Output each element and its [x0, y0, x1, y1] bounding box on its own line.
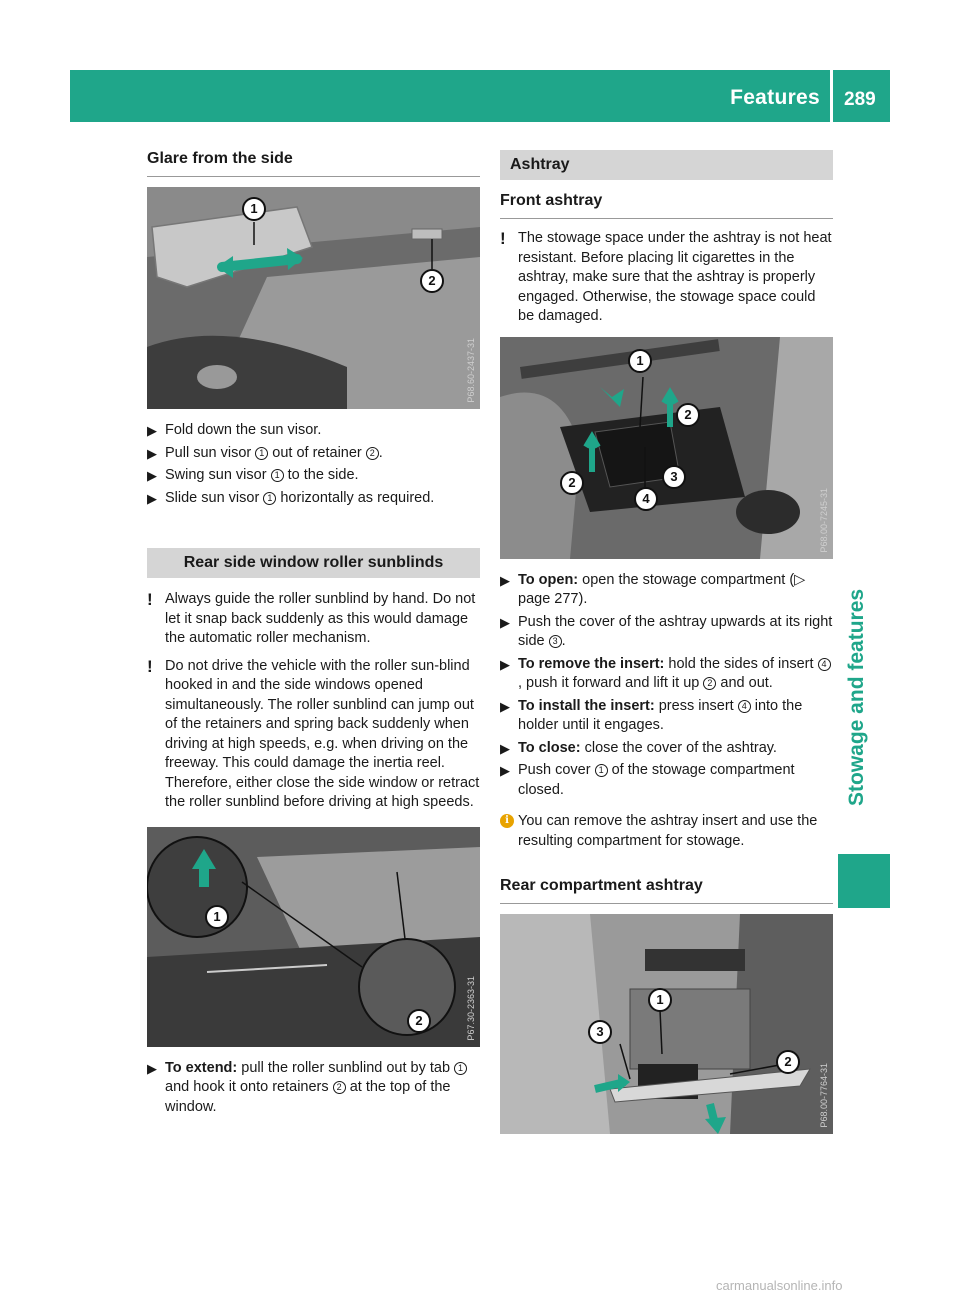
glare-heading: Glare from the side: [147, 150, 480, 177]
info-icon: i: [500, 814, 514, 828]
sun-visor-figure: [147, 187, 480, 409]
figure-code: P68.00-7245-31: [819, 487, 829, 553]
warning-icon: !: [147, 656, 153, 676]
callout-3: 3: [662, 465, 686, 489]
callout-2: 2: [407, 1009, 431, 1033]
callout-2: 2: [776, 1050, 800, 1074]
header-separator: [830, 70, 833, 122]
page-ref-icon: ▷: [794, 571, 806, 588]
side-tab: [845, 588, 885, 826]
glare-step-2: ▶ Pull sun visor 1 out of retainer 2 .: [147, 444, 480, 464]
rear-ashtray-illustration: [500, 914, 833, 1134]
ashtray-warning: ! The stowage space under the ashtray is not heat resistant. Before placing lit cigarettes in the ashtray, make sure that the ashtray is properly engaged. Otherwise, the stowage space could be damaged.: [500, 229, 832, 324]
step-remove: ▶ To remove the insert: hold the sides of insert 4, push it forward and lift it up 2 and out.: [500, 655, 833, 694]
step-arrow-icon: ▶: [147, 1060, 157, 1076]
glare-step-3: ▶ Swing sun visor 1 to the side.: [147, 466, 480, 486]
front-ashtray-heading: Front ashtray: [500, 192, 833, 219]
callout-4: 4: [634, 487, 658, 511]
step-arrow-icon: ▶: [147, 490, 157, 506]
ashtray-band: Ashtray: [500, 150, 833, 180]
rear-ashtray-figure: [500, 914, 833, 1134]
callout-1: 1: [628, 349, 652, 373]
warning-icon: !: [500, 229, 506, 248]
glare-step-4: ▶ Slide sun visor 1 horizontally as required.: [147, 489, 480, 509]
step-arrow-icon: ▶: [147, 423, 157, 438]
callout-1: 1: [205, 905, 229, 929]
sun-visor-illustration: [147, 187, 480, 409]
figure-code: P68.00-7764-31: [819, 1063, 829, 1128]
page-ref-link[interactable]: page 277: [518, 591, 579, 607]
step-arrow-icon: ▶: [500, 572, 510, 588]
roller-sunblind-figure: [147, 827, 480, 1047]
glare-steps: [147, 421, 480, 508]
warning-1: ! Always guide the roller sunblind by hand. Do not let it snap back suddenly as this would damage the automatic roller mechanism.: [147, 590, 476, 646]
step-arrow-icon: ▶: [500, 698, 510, 714]
step-arrow-icon: ▶: [500, 614, 510, 630]
side-tab-block: [838, 854, 890, 908]
callout-3: 3: [588, 1020, 612, 1044]
right-column: [500, 150, 833, 1142]
step-arrow-icon: ▶: [500, 740, 510, 756]
step-close: ▶ To close: close the cover of the ashtray.: [500, 739, 833, 759]
figure-code: P67.30-2363-31: [466, 975, 476, 1041]
ashtray-info: i You can remove the ashtray insert and use the resulting compartment for stowage.: [500, 812, 833, 851]
step-install: ▶ To install the insert: press insert 4 into the holder until it engages.: [500, 697, 803, 733]
rear-ashtray-heading: Rear compartment ashtray: [500, 877, 833, 904]
callout-2: 2: [420, 269, 444, 293]
footer-url[interactable]: carmanualsonline.info: [716, 1278, 843, 1293]
warning-2: ! Do not drive the vehicle with the roller sun-blind hooked in and the side windows opened simultaneously. The roller sunblind can jump out of the retainers and spring back suddenly when driving at high speeds, e.g. when driving on the freeway. This could damage the inertia reel. Therefore, either close the side window or retract the roller sunblind before driving at high speeds.: [147, 656, 480, 810]
step-push-cover: ▶ Push cover 1 of the stowage compartment closed.: [500, 762, 795, 798]
rear-roller-heading: Rear side window roller sunblinds: [147, 548, 480, 578]
figure-code: P68.60-2437-31: [466, 338, 476, 403]
left-column: [147, 150, 480, 1125]
step-arrow-icon: ▶: [500, 763, 510, 778]
callout-1: 1: [648, 988, 672, 1012]
step-push: ▶ Push the cover of the ashtray upwards at its right side 3 .: [500, 613, 833, 649]
step-arrow-icon: ▶: [500, 656, 510, 672]
roller-steps: [147, 1059, 480, 1118]
callout-2b: 2: [560, 471, 584, 495]
roller-step-extend: ▶ To extend: pull the roller sunblind out by tab 1 and hook it onto retainers 2 at the top of the window.: [147, 1059, 480, 1118]
front-ashtray-illustration: [500, 337, 833, 559]
page-section-title: Features: [730, 86, 820, 109]
roller-sunblind-illustration: [147, 827, 480, 1047]
step-arrow-icon: ▶: [147, 468, 157, 483]
step-arrow-icon: ▶: [147, 445, 157, 461]
step-open: ▶ To open: open the stowage compartment (▷ page 277).: [500, 571, 806, 607]
glare-step-1: ▶ Fold down the sun visor.: [147, 421, 480, 441]
warning-icon: !: [147, 590, 153, 609]
side-tab-label: Stowage and features: [845, 588, 868, 806]
callout-1: 1: [242, 197, 266, 221]
page-number: 289: [844, 89, 876, 110]
ashtray-steps: [500, 571, 833, 801]
callout-2: 2: [676, 403, 700, 427]
front-ashtray-figure: [500, 337, 833, 559]
